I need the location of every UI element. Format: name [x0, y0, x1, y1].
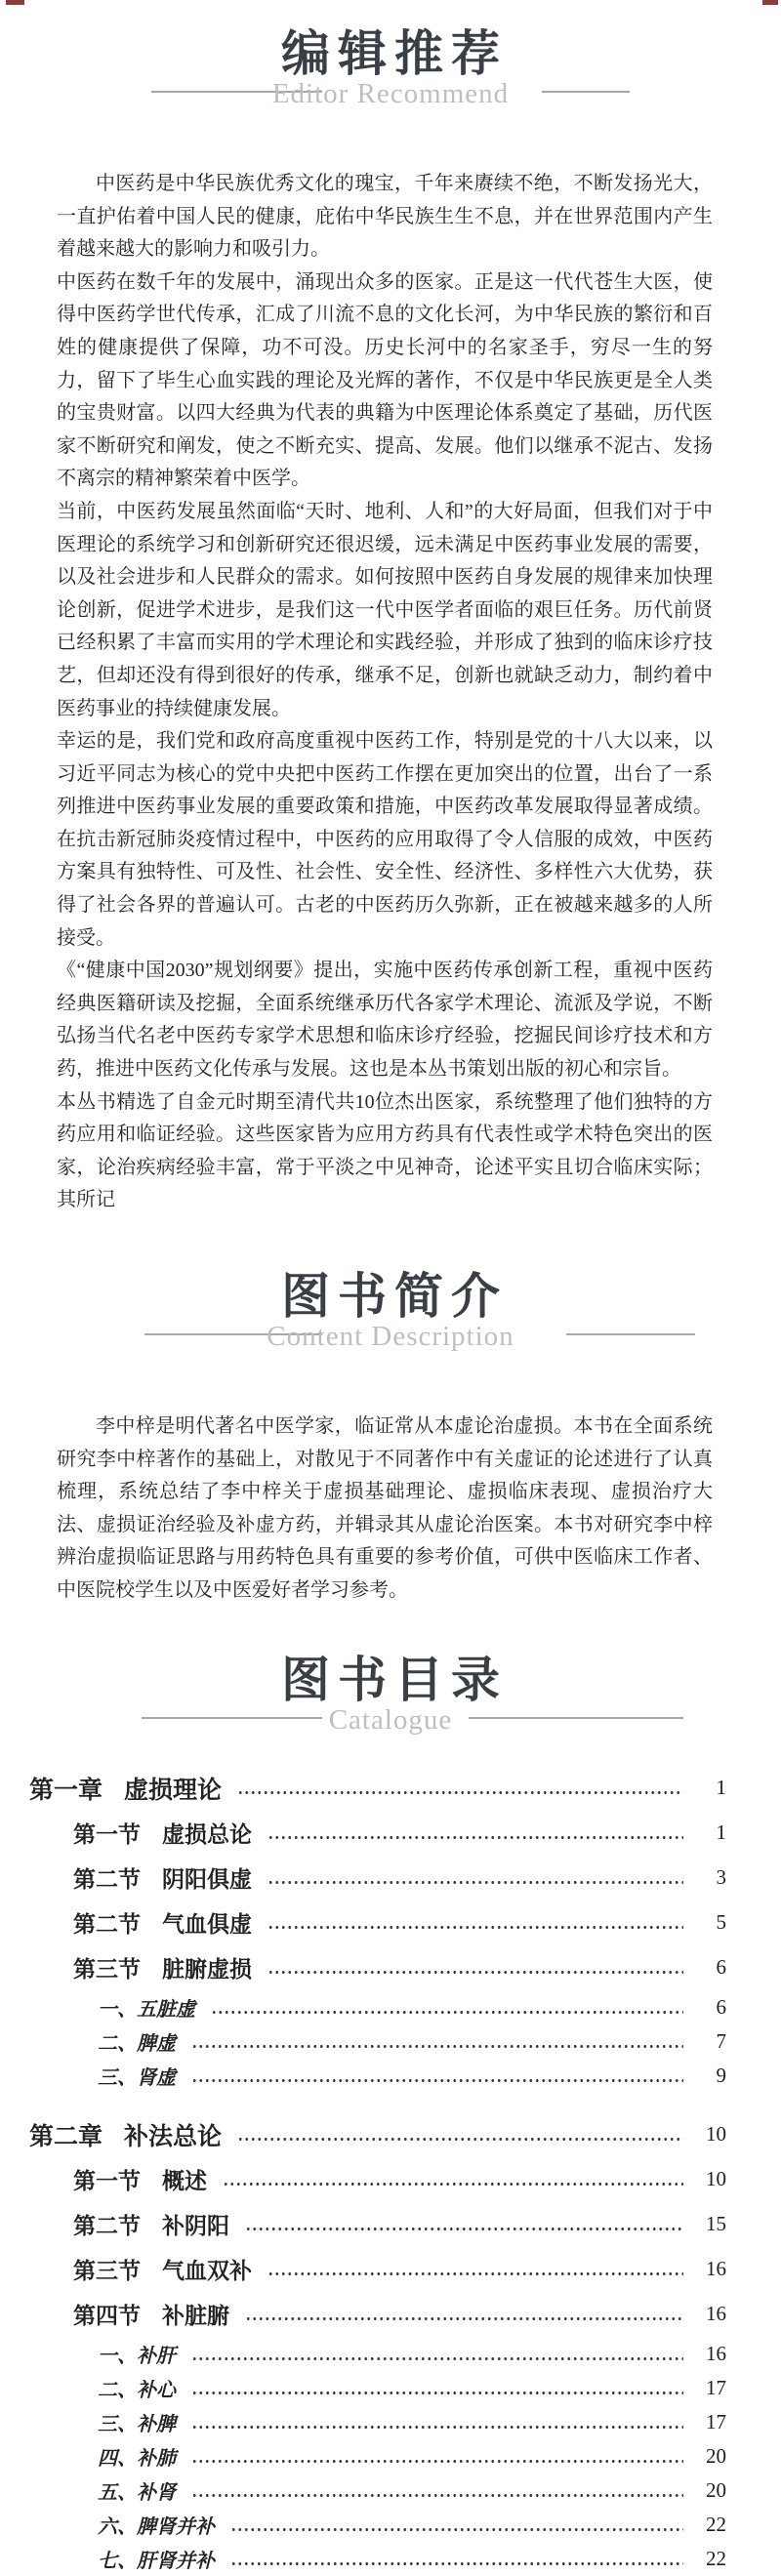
toc-entry-page: 1 [716, 1820, 726, 1845]
toc-entry [29, 2474, 726, 2508]
toc-entry-page: 5 [716, 1910, 726, 1935]
toc-entry [29, 2371, 726, 2405]
toc-entry-page: 15 [706, 2212, 726, 2236]
toc-entry [29, 1990, 726, 2024]
toc-entry [29, 2337, 726, 2371]
toc-entry-title: 脾虚 [137, 2032, 176, 2055]
dot-leader [230, 2560, 683, 2567]
dot-leader [211, 2009, 683, 2016]
dot-leader [267, 1924, 683, 1931]
toc-entry-label: 三、 [98, 2413, 137, 2435]
toc-entry-page: 6 [716, 1994, 726, 2019]
toc-entry [29, 2024, 726, 2059]
dot-leader [191, 2355, 683, 2362]
dot-leader [191, 2043, 683, 2050]
toc-entry [29, 2508, 726, 2542]
toc-entry-page: 1 [716, 1776, 726, 1800]
toc-entry-page: 10 [706, 2167, 726, 2191]
toc-entry-label: 第一章 [29, 1776, 103, 1804]
toc-entry-title: 补阴阳 [162, 2213, 229, 2239]
toc-entry-title: 脾肾并补 [137, 2515, 215, 2538]
toc-entry-title: 气血双补 [162, 2258, 252, 2284]
editor-recommend-section [0, 0, 781, 1217]
toc-entry [29, 1811, 726, 1856]
toc-entry-title: 肝肾并补 [137, 2550, 215, 2572]
toc-entry [29, 2247, 726, 2292]
toc-entry [29, 1945, 726, 1990]
section-subtitle-row [0, 1321, 781, 1358]
toc-entry-title: 补肺 [137, 2447, 176, 2470]
section-subtitle-row [0, 1703, 781, 1741]
toc-entry-label: 第一节 [73, 2168, 141, 2194]
toc-entry [29, 1766, 726, 1811]
toc-entry-title: 补法总论 [124, 2122, 223, 2150]
catalogue-section [0, 1652, 781, 2576]
toc-entry-title: 补肝 [137, 2345, 176, 2367]
toc-entry-label: 第四节 [73, 2303, 141, 2329]
toc-entry-label: 七、 [98, 2550, 137, 2572]
toc-entry [29, 1856, 726, 1901]
dot-leader [267, 2270, 683, 2277]
toc-entry-label: 第二节 [73, 1866, 141, 1893]
toc-entry-page: 9 [716, 2063, 726, 2087]
toc-entry-label: 第二节 [73, 2213, 141, 2239]
dot-leader [237, 2136, 683, 2143]
toc-entry-label: 一、 [98, 2345, 137, 2367]
toc-entry-label: 第二章 [29, 2122, 103, 2150]
toc-entry-label: 五、 [98, 2481, 137, 2504]
page-corner-mark-right [762, 0, 778, 5]
editor-recommend-header [0, 25, 781, 115]
dot-leader [267, 1879, 683, 1886]
dot-leader [245, 2315, 683, 2322]
catalogue-header [0, 1652, 781, 1741]
dot-leader [191, 2390, 683, 2396]
section-title: 图书目录 [281, 1652, 508, 1707]
toc-entry-page: 22 [706, 2512, 726, 2536]
decorative-line-right [542, 91, 630, 93]
toc-entry-label: 四、 [98, 2447, 137, 2470]
dot-leader [191, 2492, 683, 2499]
section-title: 图书简介 [281, 1269, 508, 1324]
toc-entry-title: 补心 [137, 2379, 176, 2401]
toc-entry [29, 2292, 726, 2337]
toc-entry-label: 三、 [98, 2066, 137, 2089]
toc-entry-title: 补肾 [137, 2481, 176, 2504]
toc-entry-page: 17 [706, 2409, 726, 2433]
toc-entry-title: 五脏虚 [137, 1998, 195, 2021]
section-subtitle-row [0, 78, 781, 115]
paragraph: 当前，中医药发展虽然面临“天时、地利、人和”的大好局面，但我们对于中医理论的系统学习和创新研究还很迟缓，远未满足中医药事业发展的需要，以及社会进步和人民群众的需求。如何按照中医药自身发展的规律来加快理论创新，促进学术进步，是我们这一代中医学者面临的艰巨任务。历代前贤已经积累了丰富而实用的学术理论和实践经验，并形成了独到的临床诊疗技艺，但却还没有得到很好的传承，继承不足，创新也就缺乏动力，制约着中医药事业的持续健康发展。 [57, 500, 713, 719]
paragraph: 《“健康中国2030”规划纲要》提出，实施中医药传承创新工程，重视中医药经典医籍研读及挖掘，全面系统继承历代各家学术理论、流派及学说，不断弘扬当代名老中医药专家学术思想和临床诊疗经验，挖掘民间诊疗技术和方药，推进中医药文化传承与发展。这也是本丛书策划出版的初心和宗旨。 [57, 960, 713, 1081]
toc-entry [29, 2405, 726, 2439]
toc-entry-title: 脏腑虚损 [162, 1956, 252, 1983]
toc-entry-label: 一、 [98, 1998, 137, 2021]
content-description-section [0, 1268, 781, 1608]
toc-entry-page: 16 [706, 2302, 726, 2326]
toc-entry-title: 虚损总论 [162, 1821, 252, 1848]
dot-leader [267, 1834, 683, 1841]
paragraph: 中医药是中华民族优秀文化的瑰宝，千年来赓续不绝，不断发扬光大，一直护佑着中国人民的健康，庇佑中华民族生生不息，并在世界范围内产生着越来越大的影响力和吸引力。 [57, 173, 713, 261]
toc-entry-title: 虚损理论 [124, 1776, 223, 1804]
toc-entry-page: 16 [706, 2341, 726, 2365]
toc-entry-title: 补脏腑 [162, 2303, 229, 2329]
toc-entry-label: 第一节 [73, 1821, 141, 1848]
toc-entry-title: 气血俱虚 [162, 1911, 252, 1938]
paragraph: 本丛书精选了自金元时期至清代共10位杰出医家，系统整理了他们独特的方药应用和临证经验。这些医家皆为应用方药具有代表性或学术特色突出的医家，论治疾病经验丰富，常于平淡之中见神奇，论述平实且切合临床实际；其所记 [57, 1090, 713, 1211]
toc-entry-page: 3 [716, 1865, 726, 1890]
dot-leader [230, 2526, 683, 2533]
dot-leader [245, 2226, 683, 2232]
table-of-contents [29, 1766, 726, 2576]
toc-entry [29, 2112, 726, 2157]
toc-entry-label: 第三节 [73, 2258, 141, 2284]
toc-entry-page: 22 [706, 2546, 726, 2570]
editor-recommend-body [57, 168, 713, 1217]
toc-entry [29, 2202, 726, 2247]
toc-entry-title: 阴阳俱虚 [162, 1866, 252, 1893]
toc-entry-page: 20 [706, 2477, 726, 2502]
toc-entry-label: 第二节 [73, 1911, 141, 1938]
toc-entry-title: 概述 [162, 2168, 207, 2194]
decorative-line-right [566, 1333, 695, 1335]
dot-leader [223, 2181, 683, 2188]
paragraph: 幸运的是，我们党和政府高度重视中医药工作，特别是党的十八大以来，以习近平同志为核心的党中央把中医药工作摆在更加突出的位置，出台了一系列推进中医药事业发展的重要政策和措施，中医药改革发展取得显著成绩。在抗击新冠肺炎疫情过程中，中医药的应用取得了令人信服的成效，中医药方案具有独特性、可及性、社会性、安全性、经济性、多样性六大优势，获得了社会各界的普遍认可。古老的中医药历久弥新，正在被越来越多的人所接受。 [57, 730, 713, 949]
toc-entry-label: 第三节 [73, 1956, 141, 1983]
dot-leader [191, 2077, 683, 2084]
section-subtitle-en: Content Description [267, 1321, 514, 1352]
toc-entry [29, 2059, 726, 2093]
toc-entry-page: 17 [706, 2375, 726, 2399]
toc-entry-title: 补脾 [137, 2413, 176, 2435]
toc-entry-page: 6 [716, 1955, 726, 1980]
dot-leader [237, 1789, 683, 1796]
dot-leader [191, 2458, 683, 2465]
paragraph: 李中梓是明代著名中医学家，临证常从本虚论治虚损。本书在全面系统研究李中梓著作的基础上，对散见于不同著作中有关虚证的论述进行了认真梳理，系统总结了李中梓关于虚损基础理论、虚损临床表现、虚损治疗大法、虚损证治经验及补虚方药，并辑录其从虚论治医案。本书对研究李中梓辨治虚损临证思路与用药特色具有重要的参考价值，可供中医临床工作者、中医院校学生以及中医爱好者学习参考。 [57, 1415, 713, 1601]
toc-entry-page: 10 [706, 2122, 726, 2147]
section-title: 编辑推荐 [281, 26, 508, 81]
toc-entry-label: 二、 [98, 2379, 137, 2401]
toc-entry [29, 2157, 726, 2202]
toc-entry-label: 二、 [98, 2032, 137, 2055]
content-description-body [57, 1411, 713, 1608]
toc-entry-label: 六、 [98, 2515, 137, 2538]
toc-entry [29, 2439, 726, 2474]
decorative-line-right [469, 1717, 683, 1719]
toc-entry [29, 2542, 726, 2576]
toc-entry-page: 20 [706, 2443, 726, 2468]
dot-leader [267, 1969, 683, 1976]
toc-entry [29, 1901, 726, 1945]
toc-entry-page: 16 [706, 2257, 726, 2281]
section-subtitle-en: Editor Recommend [271, 78, 510, 109]
dot-leader [191, 2424, 683, 2431]
toc-entry-title: 肾虚 [137, 2066, 176, 2089]
page-corner-mark-left [6, 0, 24, 5]
content-description-header [0, 1268, 781, 1358]
paragraph: 中医药在数千年的发展中，涌现出众多的医家。正是这一代代苍生大医，使得中医药学世代传承，汇成了川流不息的文化长河，为中华民族的繁衍和百姓的健康提供了保障，功不可没。历史长河中的名家圣手，穷尽一生的努力，留下了毕生心血实践的理论及光辉的著作，不仅是中华民族更是全人类的宝贵财富。以四大经典为代表的典籍为中医理论体系奠定了基础，历代医家不断研究和阐发，使之不断充实、提高、发展。他们以继承不泥古、发扬不离宗的精神繁荣着中医学。 [57, 270, 713, 490]
section-subtitle-en: Catalogue [328, 1703, 453, 1736]
toc-entry-page: 7 [716, 2028, 726, 2053]
